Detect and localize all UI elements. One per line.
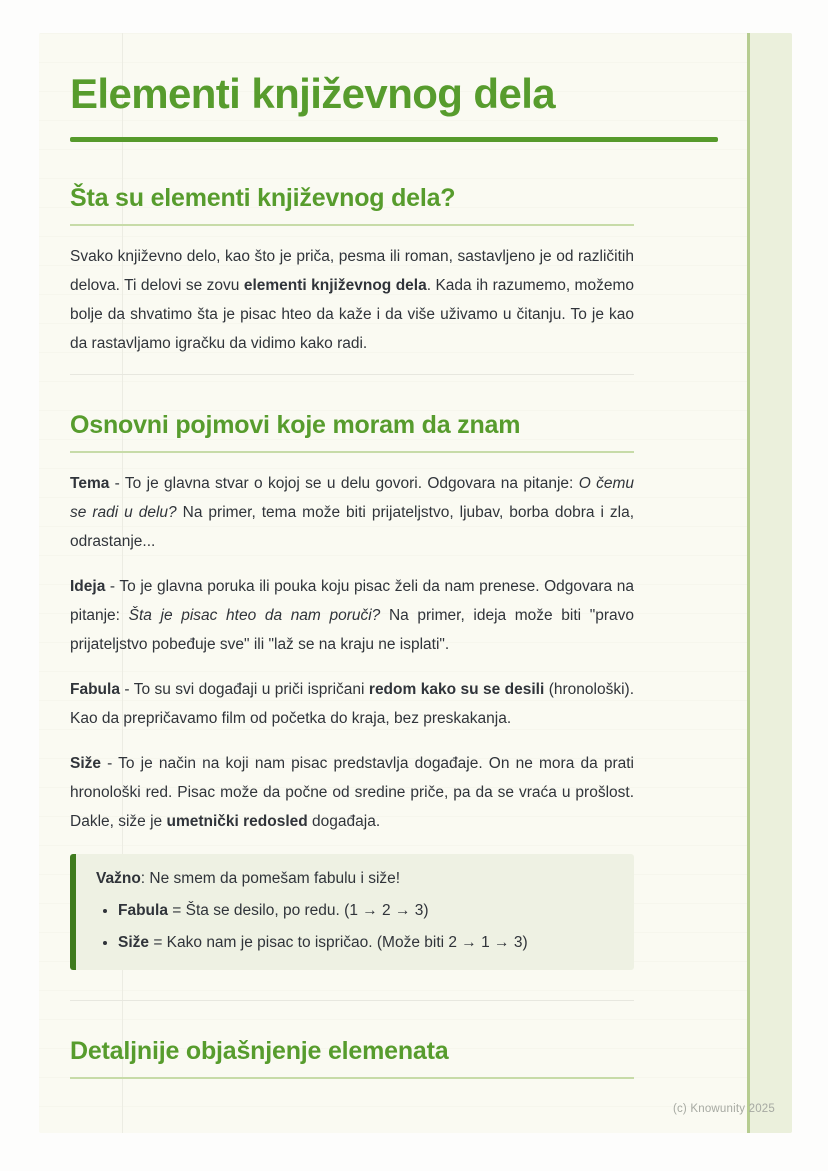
callout-bullet-size: • Siže = Kako nam je pisac to ispričao. (Može biti 2 → 1 → 3) — [118, 931, 614, 955]
section-divider-2 — [70, 1000, 634, 1001]
important-callout — [70, 854, 634, 970]
right-green-stripe — [747, 33, 792, 1133]
intro-paragraph: Svako književno delo, kao što je priča, pesma ili roman, sastavljeno je od različitih delova. Ti delovi se zovu elementi književnog dela. Kada ih razumemo, možemo bolje da shvatimo šta je pisac hteo da kaže i da više uživamo u čitanju. To je kao da rastavljamo igračku da vidimo kako radi. — [70, 248, 634, 352]
page-title: Elementi književnog dela — [70, 70, 556, 117]
section-heading-what-are-elements: Šta su elementi književnog dela? — [70, 184, 634, 226]
section-divider-1 — [70, 374, 634, 375]
callout-title: Važno: Ne smem da pomešam fabulu i siže! — [96, 870, 401, 887]
document-content — [70, 33, 634, 1079]
callout-bullet-list — [96, 899, 614, 955]
title-rule — [70, 137, 718, 142]
document-page — [39, 33, 792, 1133]
term-paragraph-ideja: Ideja - To je glavna poruka ili pouka koju pisac želi da nam prenese. Odgovara na pitanje: Šta je pisac hteo da nam poruči? Na primer, ideja može biti "pravo prijateljstvo pobeđuje sve" ili "laž se na kraju ne isplati". — [70, 578, 635, 653]
term-paragraph-size: Siže - To je način na koji nam pisac predstavlja događaje. On ne mora da prati hronološki red. Pisac može da počne od sredine priče, pa da se vraća u prošlost. Dakle, siže je umetnički redosled događaja. — [70, 755, 634, 830]
callout-bullet-fabula: • Fabula = Šta se desilo, po redu. (1 → 2 → 3) — [118, 899, 614, 923]
copyright-footer: (c) Knowunity 2025 — [672, 1103, 775, 1115]
section-heading-basic-terms: Osnovni pojmovi koje moram da znam — [70, 411, 634, 453]
term-paragraph-tema: Tema - To je glavna stvar o kojoj se u delu govori. Odgovara na pitanje: O čemu se radi u delu? Na primer, tema može biti prijateljstvo, ljubav, borba dobra i zla, odrastanje... — [70, 475, 634, 550]
term-paragraph-fabula: Fabula - To su svi događaji u priči ispričani redom kako su se desili (hronološki). Kao da prepričavamo film od početka do kraja, bez preskakanja. — [70, 681, 635, 727]
section-heading-detailed-explanation: Detaljnije objašnjenje elemenata — [70, 1037, 634, 1079]
